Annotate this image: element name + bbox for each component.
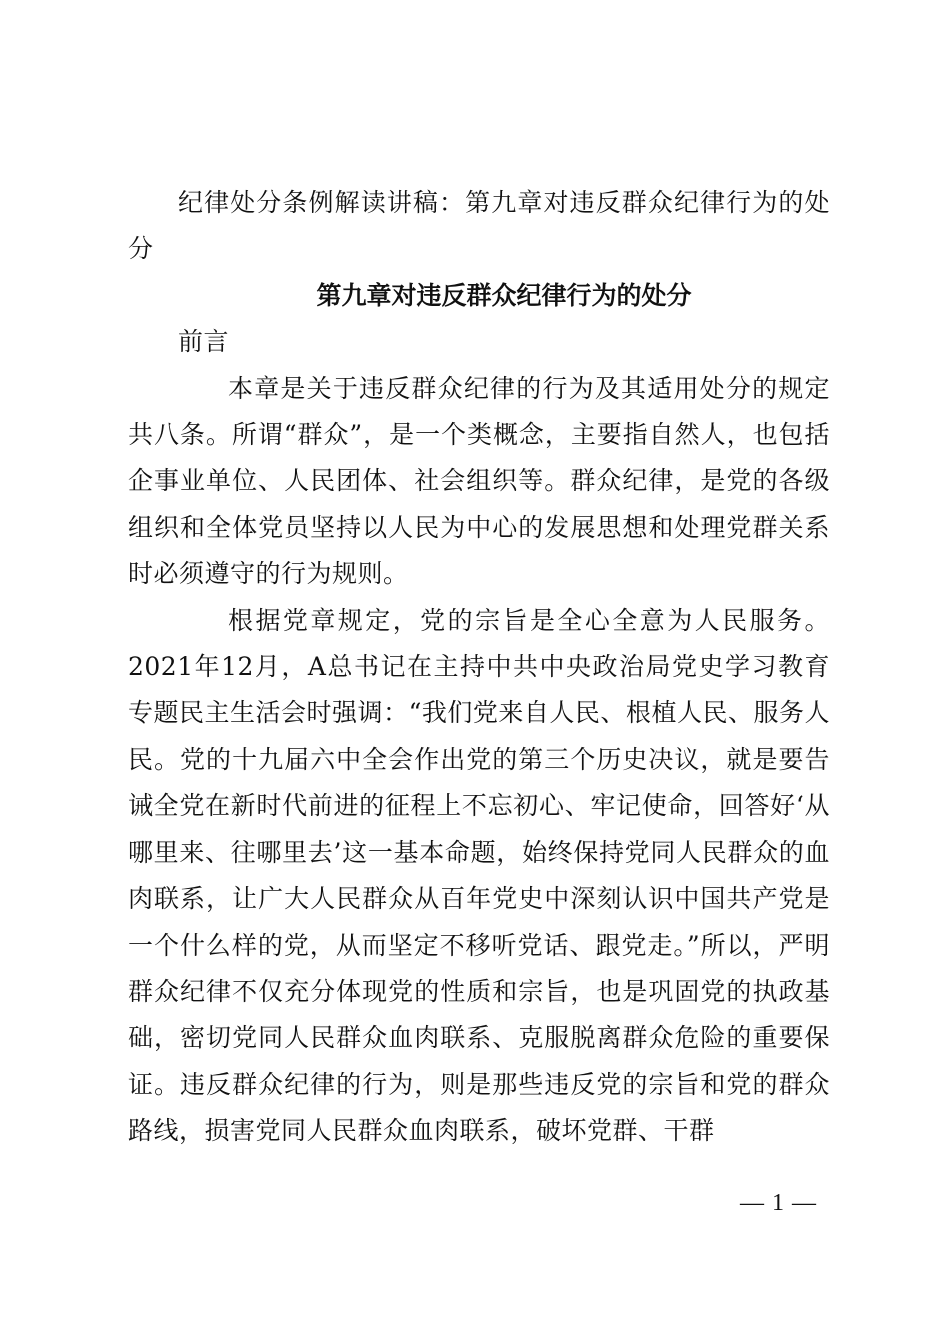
chapter-heading: 第九章对违反群众纪律行为的处分 bbox=[316, 280, 692, 310]
preface-label: 前言 bbox=[178, 327, 230, 357]
paragraph: 本章是关于违反群众纪律的行为及其适用处分的规定共八条。所谓“群众”，是一个类概念，主要指自然人，也包括企事业单位、人民团体、社会组织等。群众纪律，是党的各级组织和全体党员坚持以人民为中心的发展思想和处理党群关系时必须遵守的行为规则。 bbox=[128, 373, 830, 589]
paragraph: 根据党章规定，党的宗旨是全心全意为人民服务。2021年12月，A总书记在主持中共中央政治局党史学习教育专题民主生活会时强调：“我们党来自人民、根植人民、服务人民。党的十九届六中全会作出党的第三个历史决议，就是要告诫全党在新时代前进的征程上不忘初心、牢记使命，回答好‘从哪里来、往哪里去’这一基本命题，始终保持党同人民群众的血肉联系，让广大人民群众从百年党史中深刻认识中国共产党是一个什么样的党，从而坚定不移听党话、跟党走。”所以，严明群众纪律不仅充分体现党的性质和宗旨，也是巩固党的执政基础，密切党同人民群众血肉联系、克服脱离群众危险的重要保证。违反群众纪律的行为，则是那些违反党的宗旨和党的群众路线，损害党同人民群众血肉联系，破坏党群、干群 bbox=[128, 605, 830, 1146]
page-number: — 1 — bbox=[740, 1190, 817, 1216]
document-body bbox=[128, 180, 830, 1155]
document-title: 纪律处分条例解读讲稿：第九章对违反群众纪律行为的处分 bbox=[128, 188, 830, 264]
